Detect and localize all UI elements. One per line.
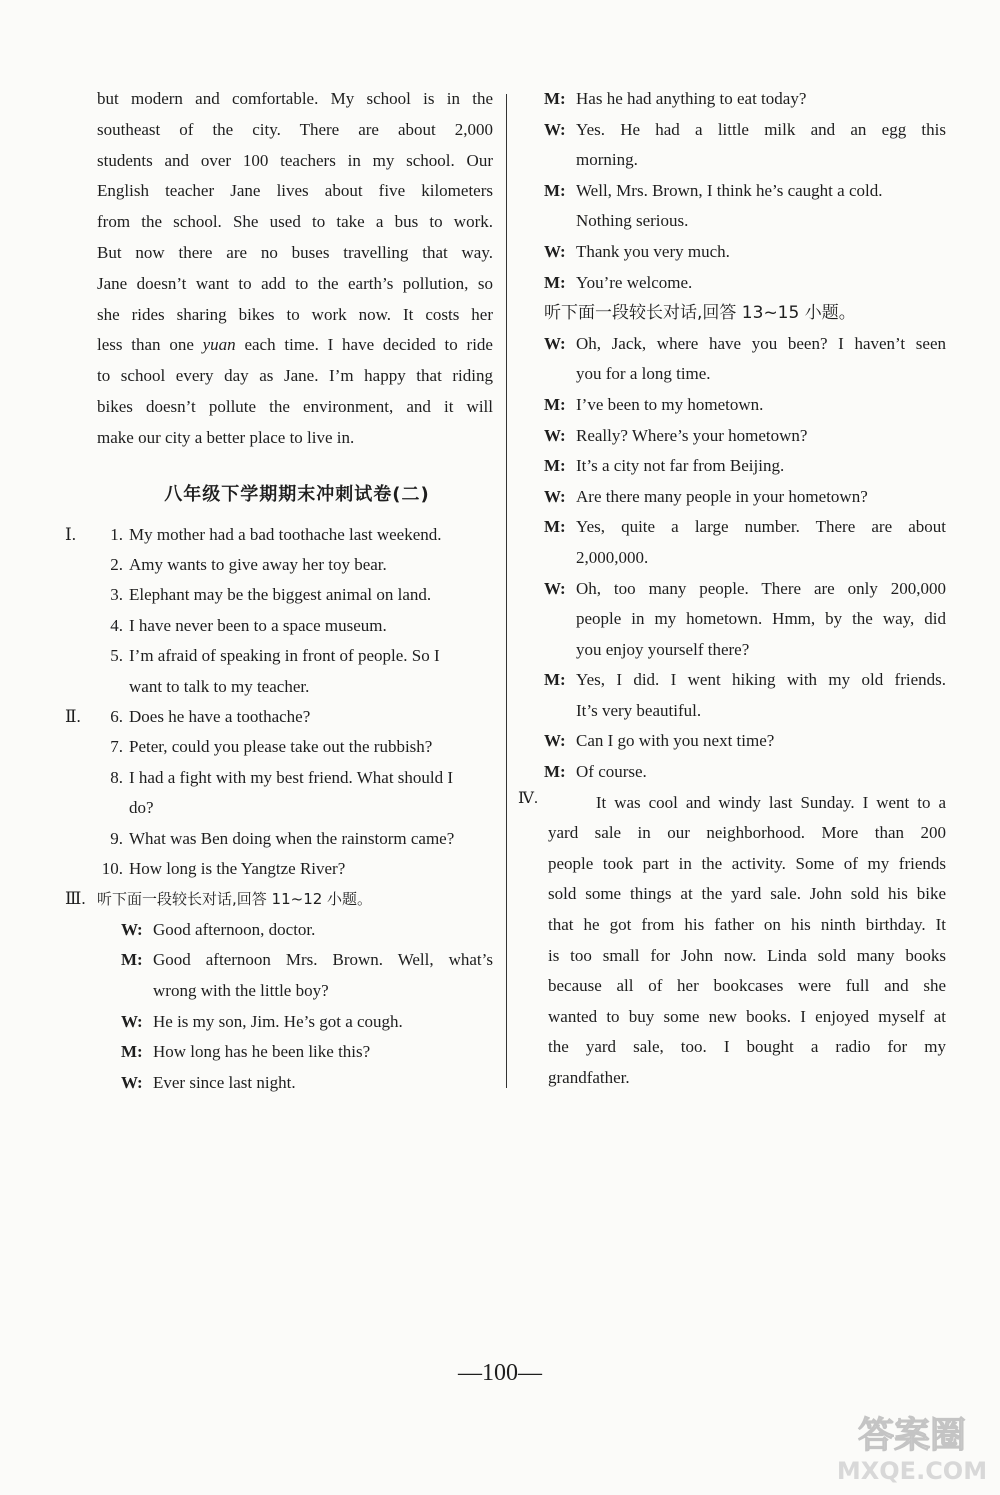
- dialogue-2-instruction: 听下面一段较长对话,回答 13~15 小题。: [544, 303, 856, 324]
- item-number: 5.: [110, 646, 123, 666]
- list-item: [97, 580, 493, 610]
- item-number: 7.: [110, 737, 123, 757]
- dialogue-line: [520, 176, 946, 207]
- dialogue-line: [520, 635, 946, 666]
- item-text: I’m afraid of speaking in front of people. So I: [129, 646, 440, 666]
- paragraph-line: southeast of the city. There are about 2,000: [97, 119, 493, 139]
- list-item: [97, 641, 493, 671]
- dialogue-text: Well, Mrs. Brown, I think he’s caught a cold.: [576, 180, 883, 200]
- speaker-label: W:: [544, 731, 566, 751]
- dialogue-text: Has he had anything to eat today?: [576, 89, 807, 108]
- dialogue-line: [520, 206, 946, 237]
- right-column: [520, 84, 946, 1094]
- speaker-label: W:: [544, 119, 566, 139]
- dialogue-line: [520, 145, 946, 176]
- item-number: 2.: [110, 554, 123, 574]
- speaker-label: M:: [544, 272, 566, 292]
- dialogue-continuation: 2,000,000.: [576, 547, 649, 567]
- paragraph-line: But now there are no buses travelling that way.: [97, 242, 493, 262]
- dialogue-line: [520, 512, 946, 543]
- dialogue-line: [520, 84, 946, 115]
- list-item: [97, 854, 493, 884]
- speaker-label: M:: [544, 670, 566, 690]
- exam-title: 八年级下学期期末冲刺试卷(二): [164, 483, 430, 505]
- paragraph-line: make our city a better place to live in.: [97, 427, 355, 447]
- dialogue-line: [97, 1068, 493, 1099]
- speaker-label: M:: [544, 456, 566, 476]
- dialogue-text: Oh, too many people. There are only 200,000: [576, 578, 946, 598]
- dialogue-line: [520, 329, 946, 360]
- paragraph-line: bikes doesn’t pollute the environment, and it will: [97, 396, 493, 416]
- dialogue-line: [520, 696, 946, 727]
- paragraph-line: she rides sharing bikes to work now. It costs her: [97, 304, 493, 324]
- watermark-bottom: MXQE.COM: [836, 1457, 988, 1485]
- item-text: Elephant may be the biggest animal on land.: [129, 585, 432, 605]
- speaker-label: W:: [544, 241, 566, 261]
- paragraph-line: less than one yuan each time. I have decided to ride: [97, 335, 493, 355]
- dialogue-line: [520, 574, 946, 605]
- item-text: What was Ben doing when the rainstorm came?: [129, 828, 455, 848]
- passage-line: is too small for John now. Linda sold many books: [548, 945, 946, 965]
- section-2-label: Ⅱ.: [65, 707, 81, 726]
- item-text: Amy wants to give away her toy bear.: [129, 554, 387, 574]
- left-column: [65, 84, 493, 1098]
- speaker-label: W:: [544, 425, 566, 445]
- column-divider: [506, 94, 507, 1088]
- speaker-label: W:: [544, 486, 566, 506]
- dialogue-text: Yes, quite a large number. There are about: [576, 517, 946, 537]
- section-4-label: Ⅳ.: [518, 789, 538, 807]
- dialogue-line: [520, 359, 946, 390]
- item-continuation: want to talk to my teacher.: [129, 676, 310, 696]
- watermark-top: 答案圈: [857, 1415, 967, 1456]
- list-item: [97, 550, 493, 580]
- dialogue-continuation: Nothing serious.: [576, 211, 689, 231]
- item-text: Peter, could you please take out the rubbish?: [129, 737, 433, 757]
- item-number: 9.: [110, 828, 123, 848]
- dialogue-line: [520, 115, 946, 146]
- dialogue-1-continued: [520, 84, 946, 298]
- dialogue-text: You’re welcome.: [576, 272, 693, 292]
- item-number: 8.: [110, 767, 123, 787]
- dialogue-text: Really? Where’s your hometown?: [576, 425, 808, 445]
- dialogue-line: [520, 543, 946, 574]
- list-item: [97, 763, 493, 793]
- dialogue-text: It’s a city not far from Beijing.: [576, 456, 785, 476]
- dialogue-line: [520, 268, 946, 299]
- dialogue-text: Yes. He had a little milk and an egg this: [576, 119, 946, 139]
- speaker-label: M:: [544, 89, 566, 108]
- paragraph-line: students and over 100 teachers in my school. Our: [97, 150, 493, 170]
- dialogue-line: [520, 757, 946, 788]
- section-3-instruction: Ⅲ. 听下面一段较长对话,回答 11~12 小题。: [65, 889, 373, 909]
- dialogue-2: [520, 329, 946, 788]
- dialogue-line: [520, 237, 946, 268]
- passage-line: people took part in the activity. Some of my friends: [548, 853, 946, 873]
- item-number: 1.: [110, 524, 123, 544]
- dialogue-continuation: people in my hometown. Hmm, by the way, did: [576, 609, 946, 629]
- dialogue-text: Oh, Jack, where have you been? I haven’t seen: [576, 333, 946, 353]
- speaker-label: M:: [544, 517, 566, 537]
- item-text: Does he have a toothache?: [129, 707, 311, 726]
- item-number: 3.: [110, 585, 123, 605]
- dialogue-line: [520, 482, 946, 513]
- dialogue-line: [97, 1037, 493, 1068]
- dialogue-line: [520, 726, 946, 757]
- passage-line: that he got from his father on his ninth birthday. It: [548, 915, 946, 935]
- section-4-passage: [520, 788, 946, 1094]
- passage-line: It was cool and windy last Sunday. I went to a: [548, 792, 946, 812]
- dialogue-text: Good afternoon Mrs. Brown. Well, what’s: [153, 950, 493, 970]
- dialogue-line: [97, 976, 493, 1007]
- speaker-label: W:: [544, 578, 566, 598]
- dialogue-line: [97, 1007, 493, 1038]
- paragraph-line: to school every day as Jane. I’m happy that riding: [97, 366, 493, 386]
- paragraph-line: from the school. She used to take a bus to work.: [97, 212, 493, 232]
- passage-line: sold some things at the yard sale. John sold his bike: [548, 884, 946, 904]
- watermark-logo: [832, 1403, 992, 1487]
- list-item: [97, 793, 493, 823]
- speaker-label: M:: [121, 1042, 143, 1062]
- speaker-label: W:: [121, 1072, 143, 1092]
- dialogue-text: Ever since last night.: [153, 1072, 296, 1092]
- dialogue-text: I’ve been to my hometown.: [576, 394, 764, 414]
- list-item: [97, 824, 493, 854]
- passage-line: wanted to buy some new books. I enjoyed myself at: [548, 1006, 946, 1026]
- speaker-label: M:: [544, 394, 566, 414]
- list-item: [97, 672, 493, 702]
- list-item: [65, 702, 493, 732]
- section-1-label: Ⅰ.: [65, 524, 76, 544]
- reading-paragraph: [97, 84, 493, 454]
- item-text: My mother had a bad toothache last weekend.: [129, 524, 442, 544]
- passage-line: grandfather.: [548, 1068, 630, 1087]
- speaker-label: M:: [544, 762, 566, 782]
- list-item: [97, 732, 493, 762]
- dialogue-line: [520, 390, 946, 421]
- speaker-label: M:: [121, 950, 143, 970]
- passage-line: the yard sale, too. I bought a radio for my: [548, 1037, 946, 1057]
- speaker-label: W:: [121, 919, 143, 939]
- dialogue-text: Are there many people in your hometown?: [576, 486, 868, 506]
- dialogue-text: Can I go with you next time?: [576, 731, 775, 751]
- dialogue-text: He is my son, Jim. He’s got a cough.: [153, 1011, 403, 1031]
- dialogue-continuation: you for a long time.: [576, 364, 711, 384]
- paragraph-line: but modern and comfortable. My school is in the: [97, 89, 493, 108]
- dialogue-text: Good afternoon, doctor.: [153, 919, 316, 939]
- item-text: I had a fight with my best friend. What should I: [129, 767, 454, 787]
- page-number: —100—: [458, 1360, 542, 1386]
- speaker-label: M:: [544, 180, 566, 200]
- dialogue-continuation: morning.: [576, 150, 638, 170]
- item-number: 10.: [101, 859, 123, 879]
- item-text: How long is the Yangtze River?: [129, 859, 346, 879]
- dialogue-text: Of course.: [576, 762, 647, 782]
- item-text: I have never been to a space museum.: [129, 615, 387, 635]
- dialogue-line: [520, 665, 946, 696]
- dialogue-continuation: you enjoy yourself there?: [576, 639, 750, 659]
- dialogue-line: [97, 915, 493, 946]
- dialogue-continuation: wrong with the little boy?: [153, 981, 329, 1001]
- dialogue-continuation: It’s very beautiful.: [576, 700, 702, 720]
- passage-line: because all of her bookcases were full and she: [548, 976, 946, 996]
- item-number: 4.: [110, 615, 123, 635]
- dialogue-text: Thank you very much.: [576, 241, 730, 261]
- paragraph-line: English teacher Jane lives about five kilometers: [97, 181, 493, 201]
- item-number: 6.: [110, 707, 123, 726]
- passage-line: yard sale in our neighborhood. More than 200: [548, 823, 946, 843]
- dialogue-line: [520, 421, 946, 452]
- item-continuation: do?: [129, 798, 154, 818]
- list-item: [97, 611, 493, 641]
- dialogue-line: [520, 451, 946, 482]
- dialogue-line: [520, 604, 946, 635]
- dialogue-text: How long has he been like this?: [153, 1042, 371, 1062]
- listening-items: [65, 520, 493, 885]
- dialogue-line: [97, 945, 493, 976]
- speaker-label: W:: [121, 1011, 143, 1031]
- list-item: [65, 520, 493, 550]
- dialogue-1: [97, 915, 493, 1099]
- speaker-label: W:: [544, 333, 566, 353]
- dialogue-text: Yes, I did. I went hiking with my old friends.: [576, 670, 946, 690]
- paragraph-line: Jane doesn’t want to add to the earth’s pollution, so: [97, 273, 493, 293]
